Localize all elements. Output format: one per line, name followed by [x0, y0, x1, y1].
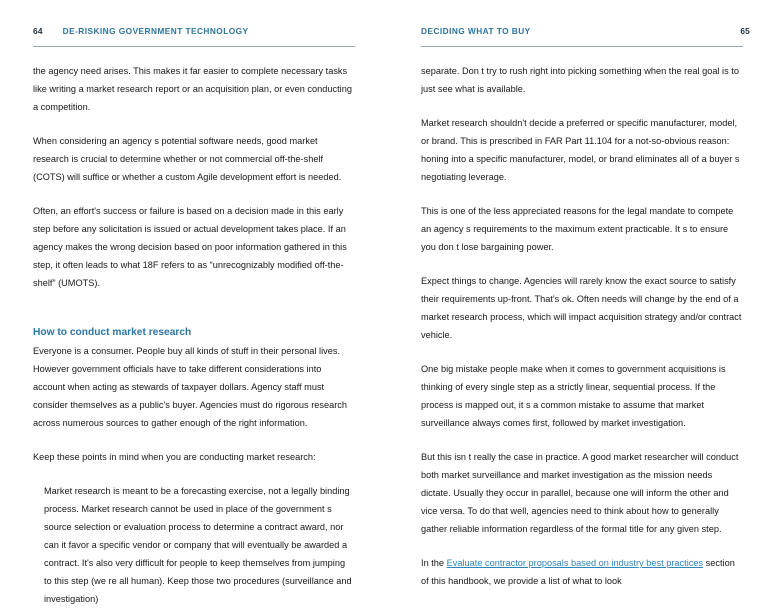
right-text-column [421, 62, 743, 590]
paragraph: Market research shouldn't decide a preferred or specific manufacturer, model, or brand. This is prescribed in FAR Part 11.104 for a not-so-obvious reason: honing into a specific manufacturer, model, or brand eliminates all of a buyer s negotiating leverage. [421, 118, 740, 182]
left-text-column [33, 62, 355, 608]
text-before-link: In the [421, 558, 447, 568]
lead-in-paragraph: Keep these points in mind when you are conducting market research: [33, 452, 316, 462]
paragraph: Everyone is a consumer. People buy all kinds of stuff in their personal lives. However government officials have to take different considerations into account when acting as stewards of taxpayer dollars. Agency staff must consider themselves as a public's buyer. Agencies must do rigorous research across numerous sources to gather enough of the right information. [33, 346, 348, 428]
paragraph: Expect things to change. Agencies will rarely know the exact source to satisfy their requirements up-front. That's ok. Often needs will change by the end of a market research process, which will impact acquisition strategy and/or contract vehicle. [421, 276, 742, 340]
left-running-head [33, 26, 355, 41]
paragraph: When considering an agency s potential software needs, good market research is crucial to determine whether or not commercial off-the-shelf (COTS) will suffice or whether a custom Agile development effort is needed. [33, 136, 342, 182]
paragraph: Often, an effort's success or failure is based on a decision made in this early step before any solicitation is issued or actual development takes place. If an agency makes the wrong decision based on poor information gathered in this step, it often leads to what 18F refers to as “unrecognizably modified off-the-shelf” (UMOTS). [33, 206, 347, 288]
text-after-link: section of this handbook, we provide a list of what to look [421, 558, 735, 586]
right-running-head-title: DECIDING WHAT TO BUY [421, 26, 531, 36]
paragraph: One big mistake people make when it comes to government acquisitions is thinking of every single step as a strictly linear, sequential process. If the process is mapped out, it s a common mistake to assume that market surveillance always comes first, followed by market investigation. [421, 364, 726, 428]
section-heading-how-to-conduct-market-research: How to conduct market research [33, 327, 192, 338]
indented-block-paragraph: Market research is meant to be a forecasting exercise, not a legally binding process. Market research cannot be used in place of the government s source selection or evaluation process to determine a contract award, nor can it favor a specific vendor or company that will eventually be awarded a contract. It's also very difficult for people to keep themselves from jumping to this step (we re all human). Keep those two procedures (surveillance and investigation) [44, 486, 352, 604]
left-running-head-title: DE-RISKING GOVERNMENT TECHNOLOGY [62, 26, 249, 36]
section-spacer [33, 308, 355, 324]
paragraph: But this isn t really the case in practice. A good market researcher will conduct both market surveillance and market investigation as the mission needs dictate. Usually they occur in parallel, because one will inform the other and vice versa. To do that well, agencies need to think about how to generally gather reliable information regardless of the formal title for any given step. [421, 452, 739, 534]
right-header-rule [421, 46, 743, 47]
paragraph: separate. Don t try to rush right into picking something when the real goal is to just see what is available. [421, 66, 739, 94]
cross-reference-link-evaluate-contractor-proposals[interactable]: Evaluate contractor proposals based on industry best practices [446, 558, 704, 568]
right-running-head [421, 26, 750, 41]
left-page-number: 64 [33, 26, 43, 36]
paragraph: the agency need arises. This makes it far easier to complete necessary tasks like writing a market research report or an acquisition plan, or even conducting a competition. [33, 66, 352, 112]
right-page-number: 65 [740, 26, 750, 36]
left-page [0, 0, 388, 604]
right-page [388, 0, 776, 600]
paragraph-with-cross-reference [421, 554, 743, 590]
left-header-rule [33, 46, 355, 47]
paragraph: This is one of the less appreciated reasons for the legal mandate to compete an agency s requirements to the maximum extent practicable. It s to ensure you don t lose bargaining power. [421, 206, 734, 252]
